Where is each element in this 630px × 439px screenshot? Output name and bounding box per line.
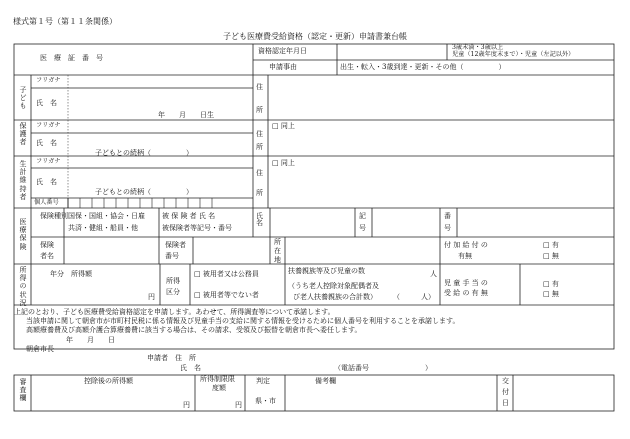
guardian-furigana-label: フリガナ (36, 122, 61, 129)
supporter-furigana-label: フリガナ (36, 158, 61, 165)
review-section-label: 審査欄 (19, 378, 27, 403)
location-label-3: 地 (274, 256, 281, 264)
year-income-label: 年分 所得額 (50, 270, 92, 278)
non-employee-checkbox[interactable]: □ 被用者等でない者 (194, 291, 259, 299)
insurer-number-label-2: 番号 (165, 252, 179, 260)
statement-line-2: 当該申請に関して朝倉市が市町村民税に係る情報及び児童手当の支給に関する情報を受けるために個人番号を利用することを承諾します。 (26, 317, 460, 325)
statement-line-1: 上記のとおり、子ども医療費受給資格認定を申請します。あわせて、所得調査等について承諾します。 (14, 308, 335, 316)
child-allowance-label-1: 児 童 手 当 の (444, 279, 488, 287)
child-section-label: 子ども (19, 86, 27, 111)
supporter-relation: 子どもとの続柄（ ） (95, 188, 193, 196)
holder-label-1: 被 保 険 者 氏 名 (162, 212, 216, 220)
form-number: 様式第１号（第１１条関係） (13, 17, 117, 26)
statement-line-3: 高額療養費及び高額介護合算療養費に該当する場合は、その請求、受領及び振替を朝倉市長へ委任します。 (26, 326, 362, 334)
symbol-col-1: 記 (359, 212, 366, 220)
deducted-income-label: 控除後の所得額 (84, 377, 133, 385)
income-category-2: 区分 (166, 288, 180, 296)
review-yen-1: 円 (183, 401, 190, 409)
benefit-yes-checkbox[interactable]: □ 有 (543, 241, 559, 249)
prefecture-city-label: 県・市 (255, 397, 276, 405)
child-furigana-label: フリガナ (36, 77, 61, 84)
issue-label-3: 日 (502, 399, 509, 407)
supporter-same-checkbox[interactable]: □ 同上 (272, 159, 295, 167)
applicant-name-label: 氏 名 (180, 364, 201, 372)
allowance-no-checkbox[interactable]: □ 無 (543, 290, 559, 298)
guardian-name-label: 氏 名 (36, 139, 57, 147)
issue-label-2: 付 (502, 388, 509, 396)
supporter-name-label: 氏 名 (36, 178, 57, 186)
number-col-1: 番 (444, 212, 451, 220)
personal-number-label: 個人番号 (34, 199, 59, 206)
child-allowance-label-2: 受 給 の 有 無 (444, 289, 488, 297)
insurance-card-label: 医 療 証 番 号 (40, 54, 103, 62)
supporter-section-label: 生計維持者 (19, 160, 27, 201)
insurer-name-label-2: 者名 (40, 252, 54, 260)
income-limit-label-2: 度額 (212, 384, 226, 392)
public-servant-checkbox[interactable]: □ 被用者又は公務員 (194, 270, 259, 278)
reason-options[interactable]: 出生・転入・3歳到達・更新・その他（ ） (340, 63, 506, 71)
income-category-1: 所得 (166, 277, 180, 285)
dependents-persons-paren: （ 人） (393, 293, 435, 301)
child-name-label: 氏 名 (36, 99, 57, 107)
income-limit-label-1: 所得制限限 (200, 375, 235, 383)
holder-label-2: 被保険者等記号・番号 (162, 224, 232, 232)
guardian-relation: 子どもとの続柄（ ） (95, 149, 193, 157)
eligibility-date-label: 資格認定年月日 (258, 47, 307, 55)
child-address-label-2: 所 (256, 106, 263, 114)
form-title: 子ども医療費受給資格（認定・更新）申請書兼台帳 (223, 32, 407, 41)
insurance-type-label-1: 保険種別 (40, 212, 68, 220)
child-name-field[interactable] (69, 89, 252, 119)
number-col-2: 号 (444, 224, 451, 232)
child-birth-date: 年 月 日生 (158, 111, 214, 119)
category-line-2: 児童（12歳年度末まで）・児童（左記以外） (452, 51, 575, 58)
supporter-address-label-2: 所 (256, 189, 263, 197)
phone-label: （電話番号 ） (334, 364, 432, 372)
insurance-type-options-1[interactable]: 国保・国組・協会・日雇 (68, 212, 145, 220)
insurer-number-label-1: 保険者 (165, 241, 186, 249)
location-label-1: 所 (274, 238, 281, 246)
mayor-label: 朝倉市長 (26, 345, 54, 353)
dependents-note-1: （うち老人控除対象配偶者及 (288, 282, 379, 290)
guardian-address-label-2: 所 (256, 143, 263, 151)
supporter-address-label: 住 (256, 169, 263, 177)
child-address-label: 住 (256, 83, 263, 91)
insurance-section-label: 医療保険 (19, 218, 27, 251)
judgment-label: 判定 (256, 377, 270, 385)
applicant-address-label: 申請者 住 所 (147, 354, 196, 362)
dependents-label: 扶養親族等及び児童の数 (288, 267, 365, 275)
issue-label-1: 交 (502, 377, 509, 385)
guardian-section-label: 保護者 (19, 122, 27, 147)
additional-benefit-label-2: 有無 (458, 252, 472, 260)
insurer-name-label-1: 保険 (40, 241, 54, 249)
insurance-type-options-2[interactable]: 共済・健組・船員・他 (68, 224, 138, 232)
holder-name-col: 氏 名 (256, 212, 270, 227)
guardian-same-checkbox[interactable]: □ 同上 (272, 122, 295, 130)
dependents-persons-unit: 人 (430, 270, 437, 278)
income-yen: 円 (148, 293, 155, 301)
review-yen-2: 円 (235, 401, 242, 409)
category-line-1: 3歳未満・3歳以上 (452, 44, 504, 51)
guardian-address-label: 住 (256, 130, 263, 138)
benefit-no-checkbox[interactable]: □ 無 (543, 252, 559, 260)
reason-label: 申請事由 (269, 63, 297, 71)
allowance-yes-checkbox[interactable]: □ 有 (543, 280, 559, 288)
symbol-col-2: 号 (359, 224, 366, 232)
income-section-label: 所得の状況 (19, 266, 27, 307)
statement-date: 年 月 日 (66, 336, 115, 344)
notes-label: 備考欄 (315, 377, 336, 385)
location-label-2: 在 (274, 247, 281, 255)
dependents-note-2: び老人扶養親族の合計数） (293, 293, 377, 301)
additional-benefit-label-1: 付 加 給 付 の (444, 241, 488, 249)
